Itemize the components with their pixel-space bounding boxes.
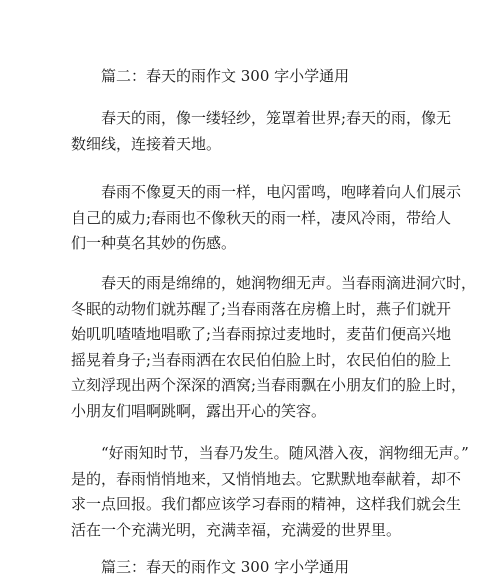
next-section-heading: 篇三：春天的雨作文 300 字小学通用 [101, 558, 350, 576]
paragraph-line: 春天的雨，像一缕轻纱，笼罩着世界;春天的雨，像无 [101, 109, 452, 127]
paragraph-line: 冬眠的动物们就苏醒了;当春雨落在房檐上时，燕子们就开 [71, 299, 452, 318]
paragraph-line: 数细线，连接着天地。 [71, 134, 222, 153]
paragraph-1 [71, 106, 452, 157]
document-title: 篇二：春天的雨作文 300 字小学通用 [101, 67, 350, 85]
paragraph-line: 是的，春雨悄悄地来，又悄悄地去。它默默地奉献着，却不 [71, 469, 462, 488]
paragraph-line: 春天的雨是绵绵的，她润物细无声。当春雨滴进洞穴时， [101, 274, 477, 292]
paragraph-line: 自己的威力;春雨也不像秋天的雨一样，凄风冷雨，带给人 [71, 208, 452, 227]
paragraph-line: “好雨知时节，当春乃发生。随风潜入夜，润物细无声。” [101, 444, 469, 462]
paragraph-line: 始叽叽喳喳地唱歌了;当春雨掠过麦地时，麦苗们便高兴地 [71, 325, 452, 343]
paragraph-4 [71, 441, 469, 543]
paragraph-line: 小朋友们唱啊跳啊，露出开心的笑容。 [71, 401, 327, 420]
paragraph-2 [71, 180, 462, 257]
paragraph-line: 活在一个充满光明，充满幸福，充满爱的世界里。 [71, 520, 402, 539]
paragraph-line: 求一点回报。我们都应该学习春雨的精神，这样我们就会生 [71, 495, 462, 513]
paragraph-line: 们一种莫名其妙的伤感。 [71, 234, 237, 252]
paragraph-3 [71, 271, 477, 424]
paragraph-line: 摇晃着身子;当春雨洒在农民伯伯脸上时，农民伯伯的脸上 [71, 350, 452, 369]
paragraph-line: 立刻浮现出两个深深的酒窝;当春雨飘在小朋友们的脸上时， [71, 376, 467, 394]
paragraph-line: 春雨不像夏天的雨一样，电闪雷鸣，咆哮着向人们展示 [101, 183, 462, 201]
